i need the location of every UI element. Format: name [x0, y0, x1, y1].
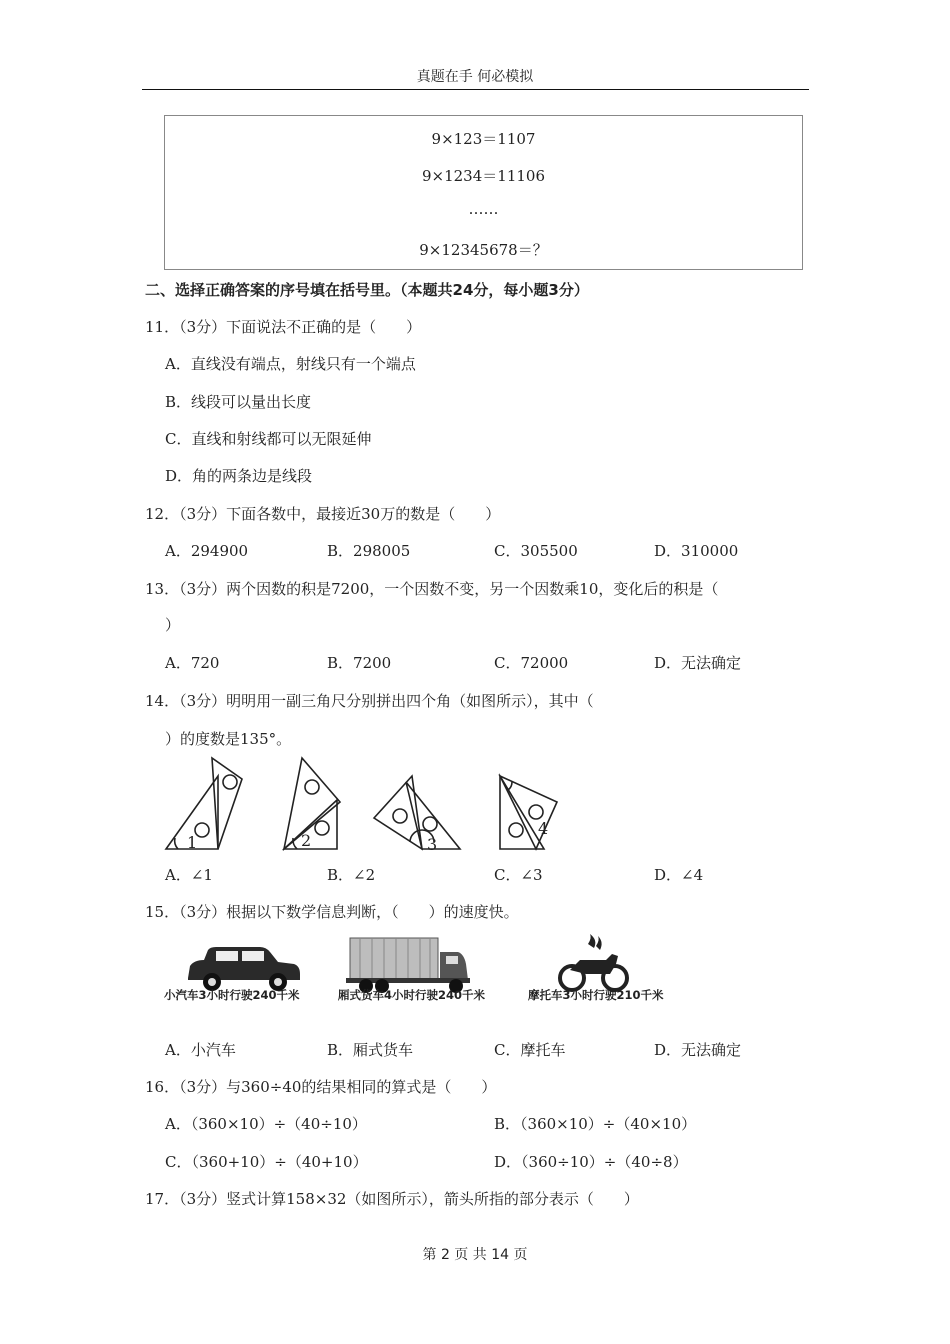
question-14-option-c: C．∠3	[494, 866, 543, 884]
question-11-option-b: B．线段可以量出长度	[165, 393, 312, 411]
equation-ellipsis: ……	[468, 200, 499, 218]
equation-box	[164, 115, 803, 270]
ruler-triangle-small	[500, 776, 544, 849]
question-15-option-b: B．厢式货车	[327, 1041, 414, 1059]
angle-label-4: 4	[538, 819, 549, 838]
question-11-stem: 11．（3分）下面说法不正确的是（ ）	[145, 318, 422, 336]
question-14-option-b: B．∠2	[327, 866, 376, 884]
question-16-option-a: A．（360×10）÷（40÷10）	[165, 1115, 367, 1133]
angle-3-figure	[374, 776, 460, 849]
caption-car: 小汽车3小时行驶240千米	[164, 988, 300, 1002]
question-12-option-b: B．298005	[327, 542, 411, 560]
question-13-option-c: C．72000	[494, 654, 569, 672]
question-12-option-a: A．294900	[165, 542, 249, 560]
question-12-option-d: D．310000	[654, 542, 739, 560]
angle-2-figure	[284, 758, 340, 849]
triangle-rulers-figure	[160, 752, 580, 862]
question-11-option-c: C．直线和射线都可以无限延伸	[165, 430, 372, 448]
equation-line: 9×1234＝11106	[421, 167, 545, 185]
equation-line: 9×123＝1107	[431, 130, 536, 148]
angle-label-2: 2	[301, 831, 312, 850]
question-17-stem: 17．（3分）竖式计算158×32（如图所示），箭头所指的部分表示（ ）	[145, 1190, 639, 1208]
angle-label-3: 3	[427, 835, 438, 854]
question-16-option-d: D．（360÷10）÷（40÷8）	[494, 1153, 688, 1171]
motorcycle-icon	[560, 934, 627, 990]
ruler-triangle-tall	[212, 758, 242, 849]
question-12-stem: 12．（3分）下面各数中，最接近30万的数是（ ）	[145, 505, 501, 523]
car-icon	[188, 947, 300, 991]
question-16-stem: 16．（3分）与360÷40的结果相同的算式是（ ）	[145, 1078, 497, 1096]
question-11-option-d: D．角的两条边是线段	[165, 467, 313, 485]
caption-truck: 厢式货车4小时行驶240千米	[338, 988, 486, 1002]
question-11-option-a: A．直线没有端点，射线只有一个端点	[165, 355, 416, 373]
question-15-option-c: C．摩托车	[494, 1041, 566, 1059]
question-13-stem-continued: ）	[165, 616, 181, 634]
question-14-stem-continued: ）的度数是135°。	[165, 730, 292, 748]
question-15-option-d: D．无法确定	[654, 1041, 742, 1059]
section-title: 二、选择正确答案的序号填在括号里。（本题共24分，每小题3分）	[145, 281, 589, 299]
page-footer: 第 2 页 共 14 页	[422, 1247, 528, 1263]
header-rule	[142, 89, 809, 90]
question-13-option-a: A．720	[165, 654, 220, 672]
ruler-triangle-left	[374, 776, 422, 849]
vehicles-figure	[160, 930, 685, 1002]
question-13-option-b: B．7200	[327, 654, 392, 672]
angle-4-figure	[500, 776, 557, 849]
question-15-stem: 15．（3分）根据以下数学信息判断，（ ）的速度快。	[145, 903, 519, 921]
question-16-option-c: C．（360+10）÷（40+10）	[165, 1153, 368, 1171]
angle-1-figure	[166, 758, 242, 849]
equation-line: 9×12345678＝？	[419, 241, 548, 259]
angle-label-1: 1	[187, 833, 198, 852]
question-16-option-b: B．（360×10）÷（40×10）	[494, 1115, 697, 1133]
question-13-stem: 13．（3分）两个因数的积是7200，一个因数不变，另一个因数乘10，变化后的积是（	[145, 580, 719, 598]
question-14-option-d: D．∠4	[654, 866, 704, 884]
question-14-option-a: A．∠1	[165, 866, 213, 884]
caption-motorcycle: 摩托车3小时行驶210千米	[528, 988, 664, 1002]
ruler-triangle-tall	[284, 758, 340, 849]
question-12-option-c: C．305500	[494, 542, 578, 560]
question-14-stem: 14．（3分）明明用一副三角尺分别拼出四个角（如图所示），其中（	[145, 692, 594, 710]
question-15-option-a: A．小汽车	[165, 1041, 236, 1059]
question-13-option-d: D．无法确定	[654, 654, 742, 672]
truck-icon	[346, 938, 470, 993]
page-header: 真题在手 何必模拟	[416, 69, 534, 85]
